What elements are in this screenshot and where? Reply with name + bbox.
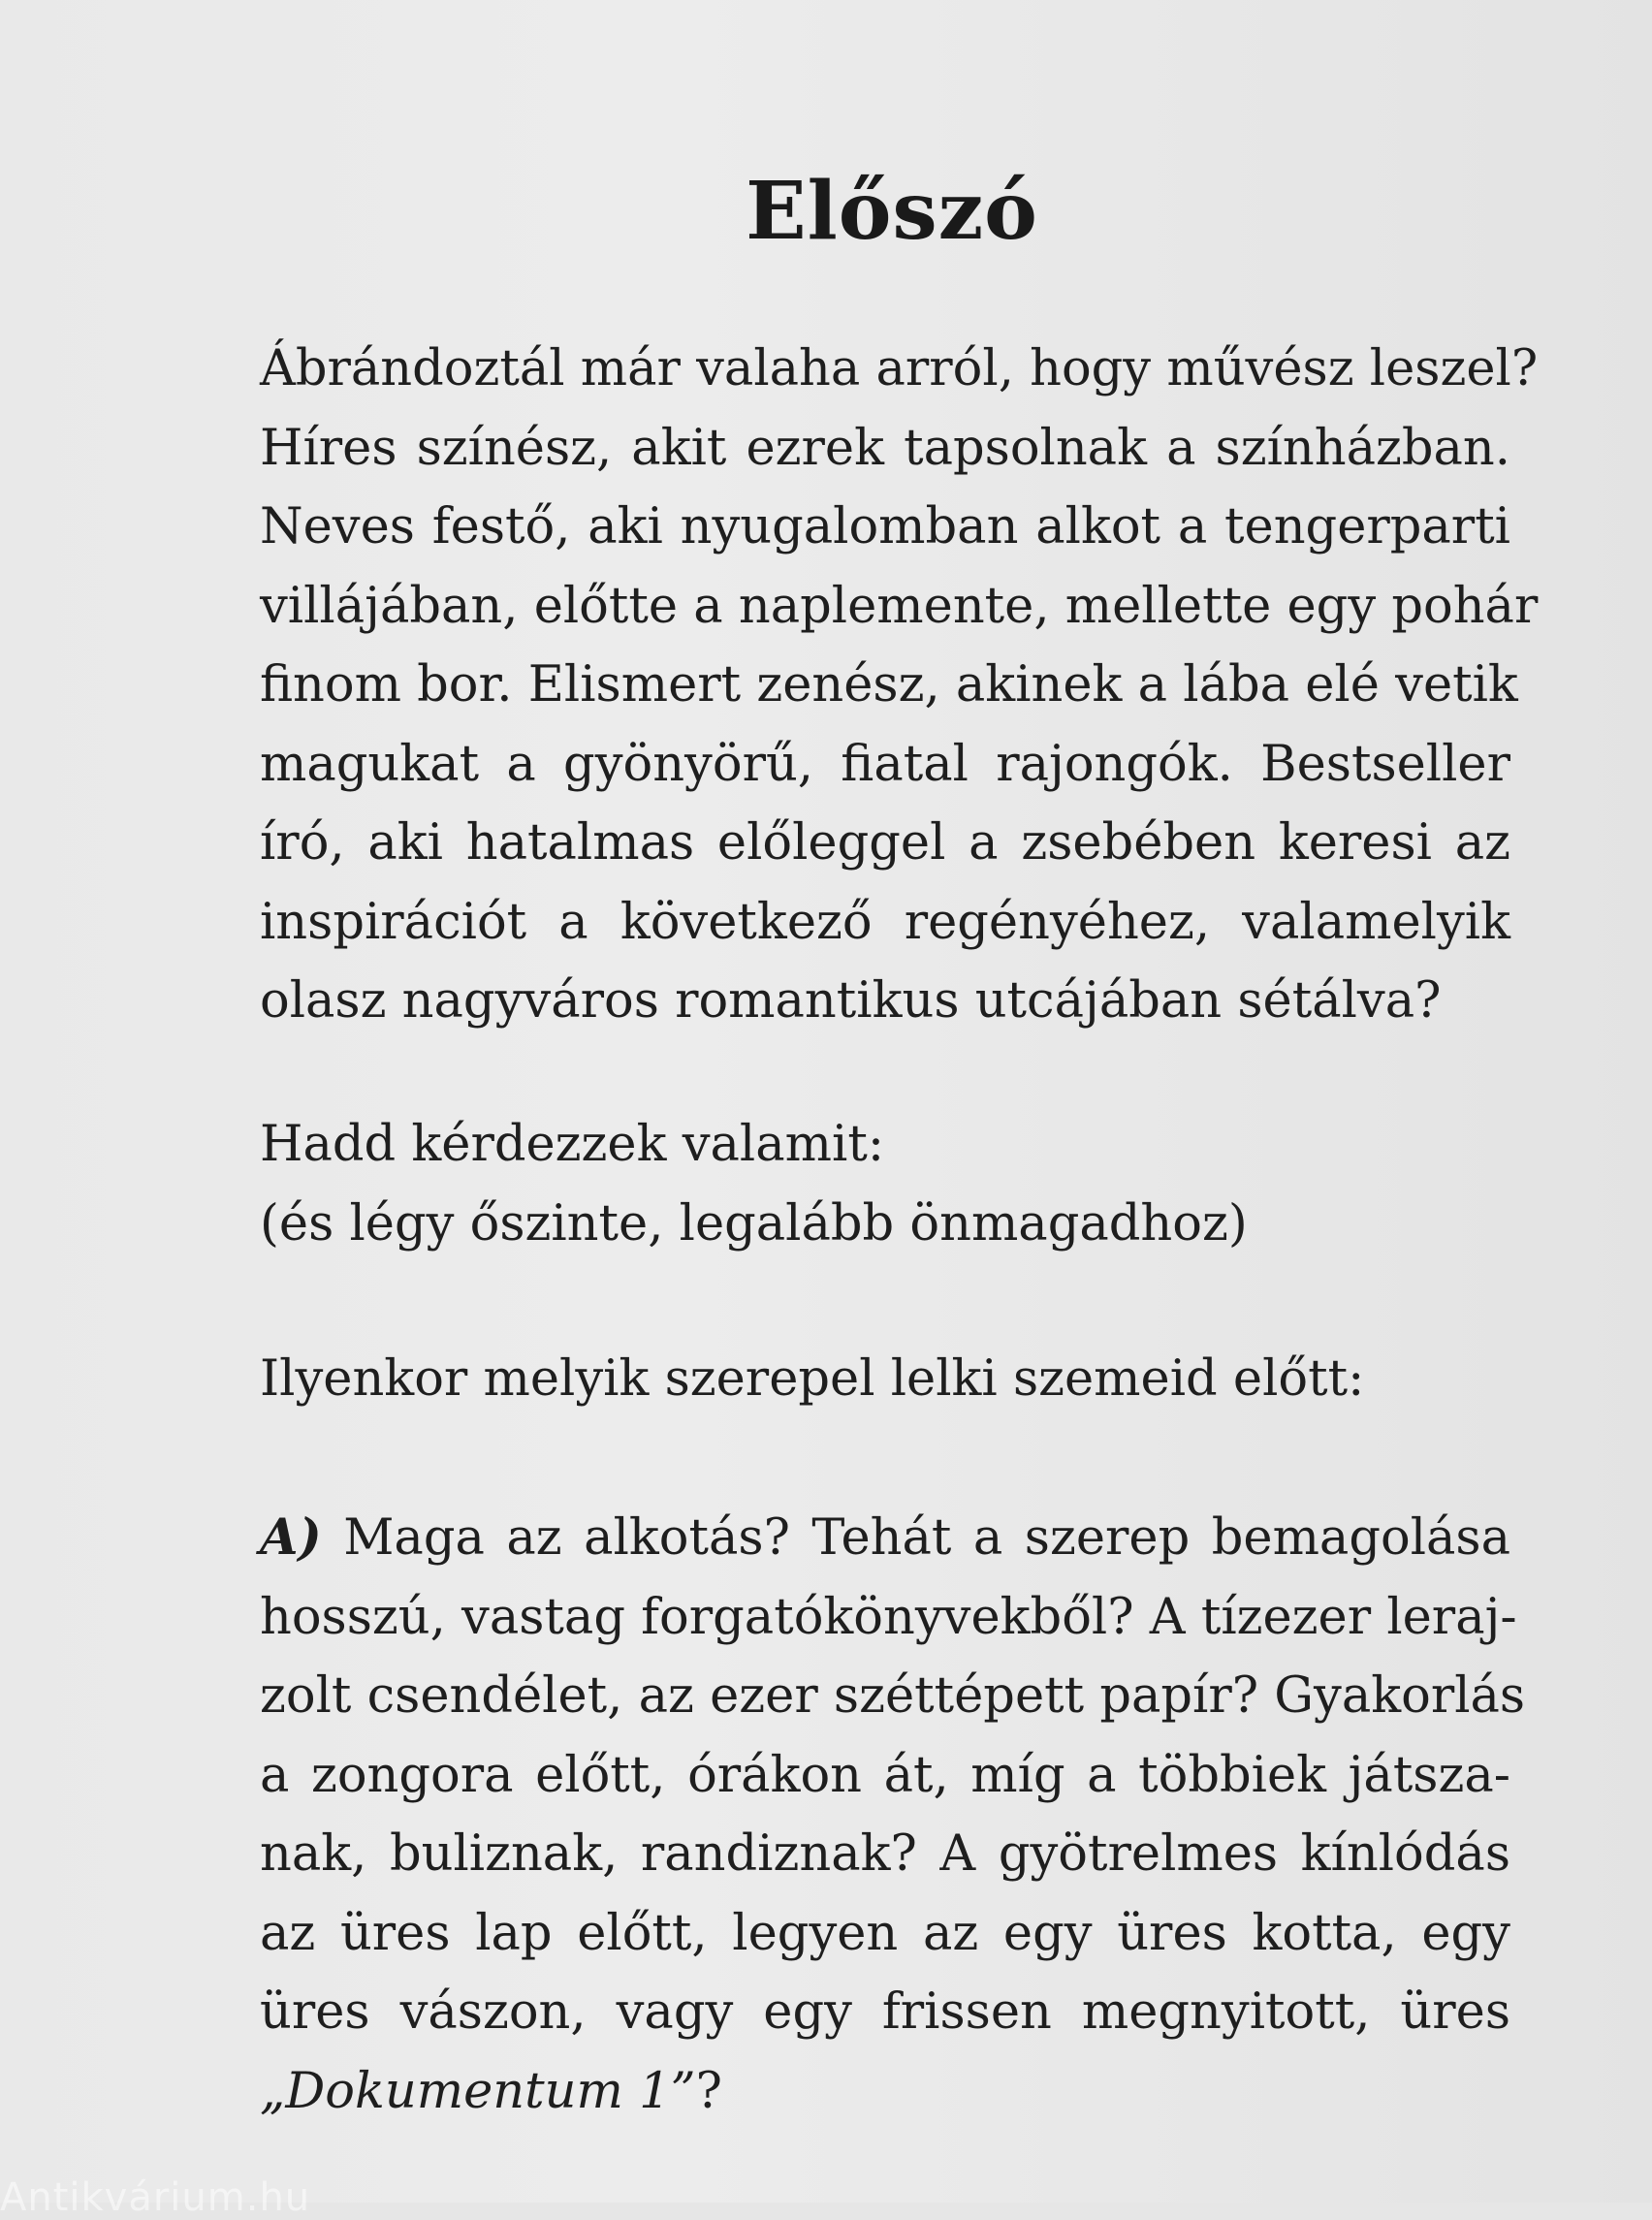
paragraph-intro xyxy=(260,330,1539,1041)
text-line: az üres lap előtt, legyen az egy üres kotta, egy xyxy=(260,1904,1510,1962)
italic-quote: „Dokumentum 1” xyxy=(260,2062,696,2120)
text-tail: ? xyxy=(695,2062,722,2120)
text-line: zolt csendélet, az ezer széttépett papír? Gyakorlás xyxy=(260,1667,1526,1725)
text-line: Hadd kérdezzek valamit: xyxy=(260,1116,884,1173)
text-line: olasz nagyváros romantikus utcájában sétálva? xyxy=(260,972,1442,1030)
text-line: a zongora előtt, órákon át, míg a többiek játsza- xyxy=(260,1746,1510,1804)
paragraph-option-a xyxy=(260,1499,1526,2131)
text-line xyxy=(260,1499,1510,1578)
text-line: üres vászon, vagy egy frissen megnyitott, üres xyxy=(260,1983,1510,2041)
text-line: Ábrándoztál már valaha arról, hogy művész leszel? xyxy=(260,340,1539,397)
text-line: finom bor. Elismert zenész, akinek a lába elé vetik xyxy=(260,656,1518,714)
text-line: villájában, előtte a naplemente, mellette egy pohár xyxy=(260,577,1539,635)
option-text: Maga az alkotás? Tehát a szerep bemagolása xyxy=(321,1509,1510,1567)
text-line: Híres színész, akit ezrek tapsolnak a színházban. xyxy=(260,419,1510,477)
paragraph-question xyxy=(260,1105,1510,1263)
text-line: magukat a gyönyörű, fiatal rajongók. Bestseller xyxy=(260,735,1510,793)
text-line xyxy=(260,2052,1510,2132)
text-line: író, aki hatalmas előleggel a zsebében keresi az xyxy=(260,814,1510,872)
text-line: Ilyenkor melyik szerepel lelki szemeid előtt: xyxy=(260,1350,1365,1408)
paragraph-prompt xyxy=(260,1340,1510,1419)
option-label: A) xyxy=(260,1508,322,1567)
text-line: nak, buliznak, randiznak? A gyötrelmes kínlódás xyxy=(260,1825,1510,1883)
watermark: Antikvárium.hu xyxy=(0,2175,311,2220)
text-line: (és légy őszinte, legalább önmagadhoz) xyxy=(260,1194,1248,1253)
text-line: Neves festő, aki nyugalomban alkot a tengerparti xyxy=(260,498,1510,555)
page-title: Előszó xyxy=(746,165,1038,258)
text-line: inspirációt a következő regényéhez, valamelyik xyxy=(260,893,1510,951)
text-line: hosszú, vastag forgatókönyvekből? A tízezer leraj- xyxy=(260,1588,1517,1646)
